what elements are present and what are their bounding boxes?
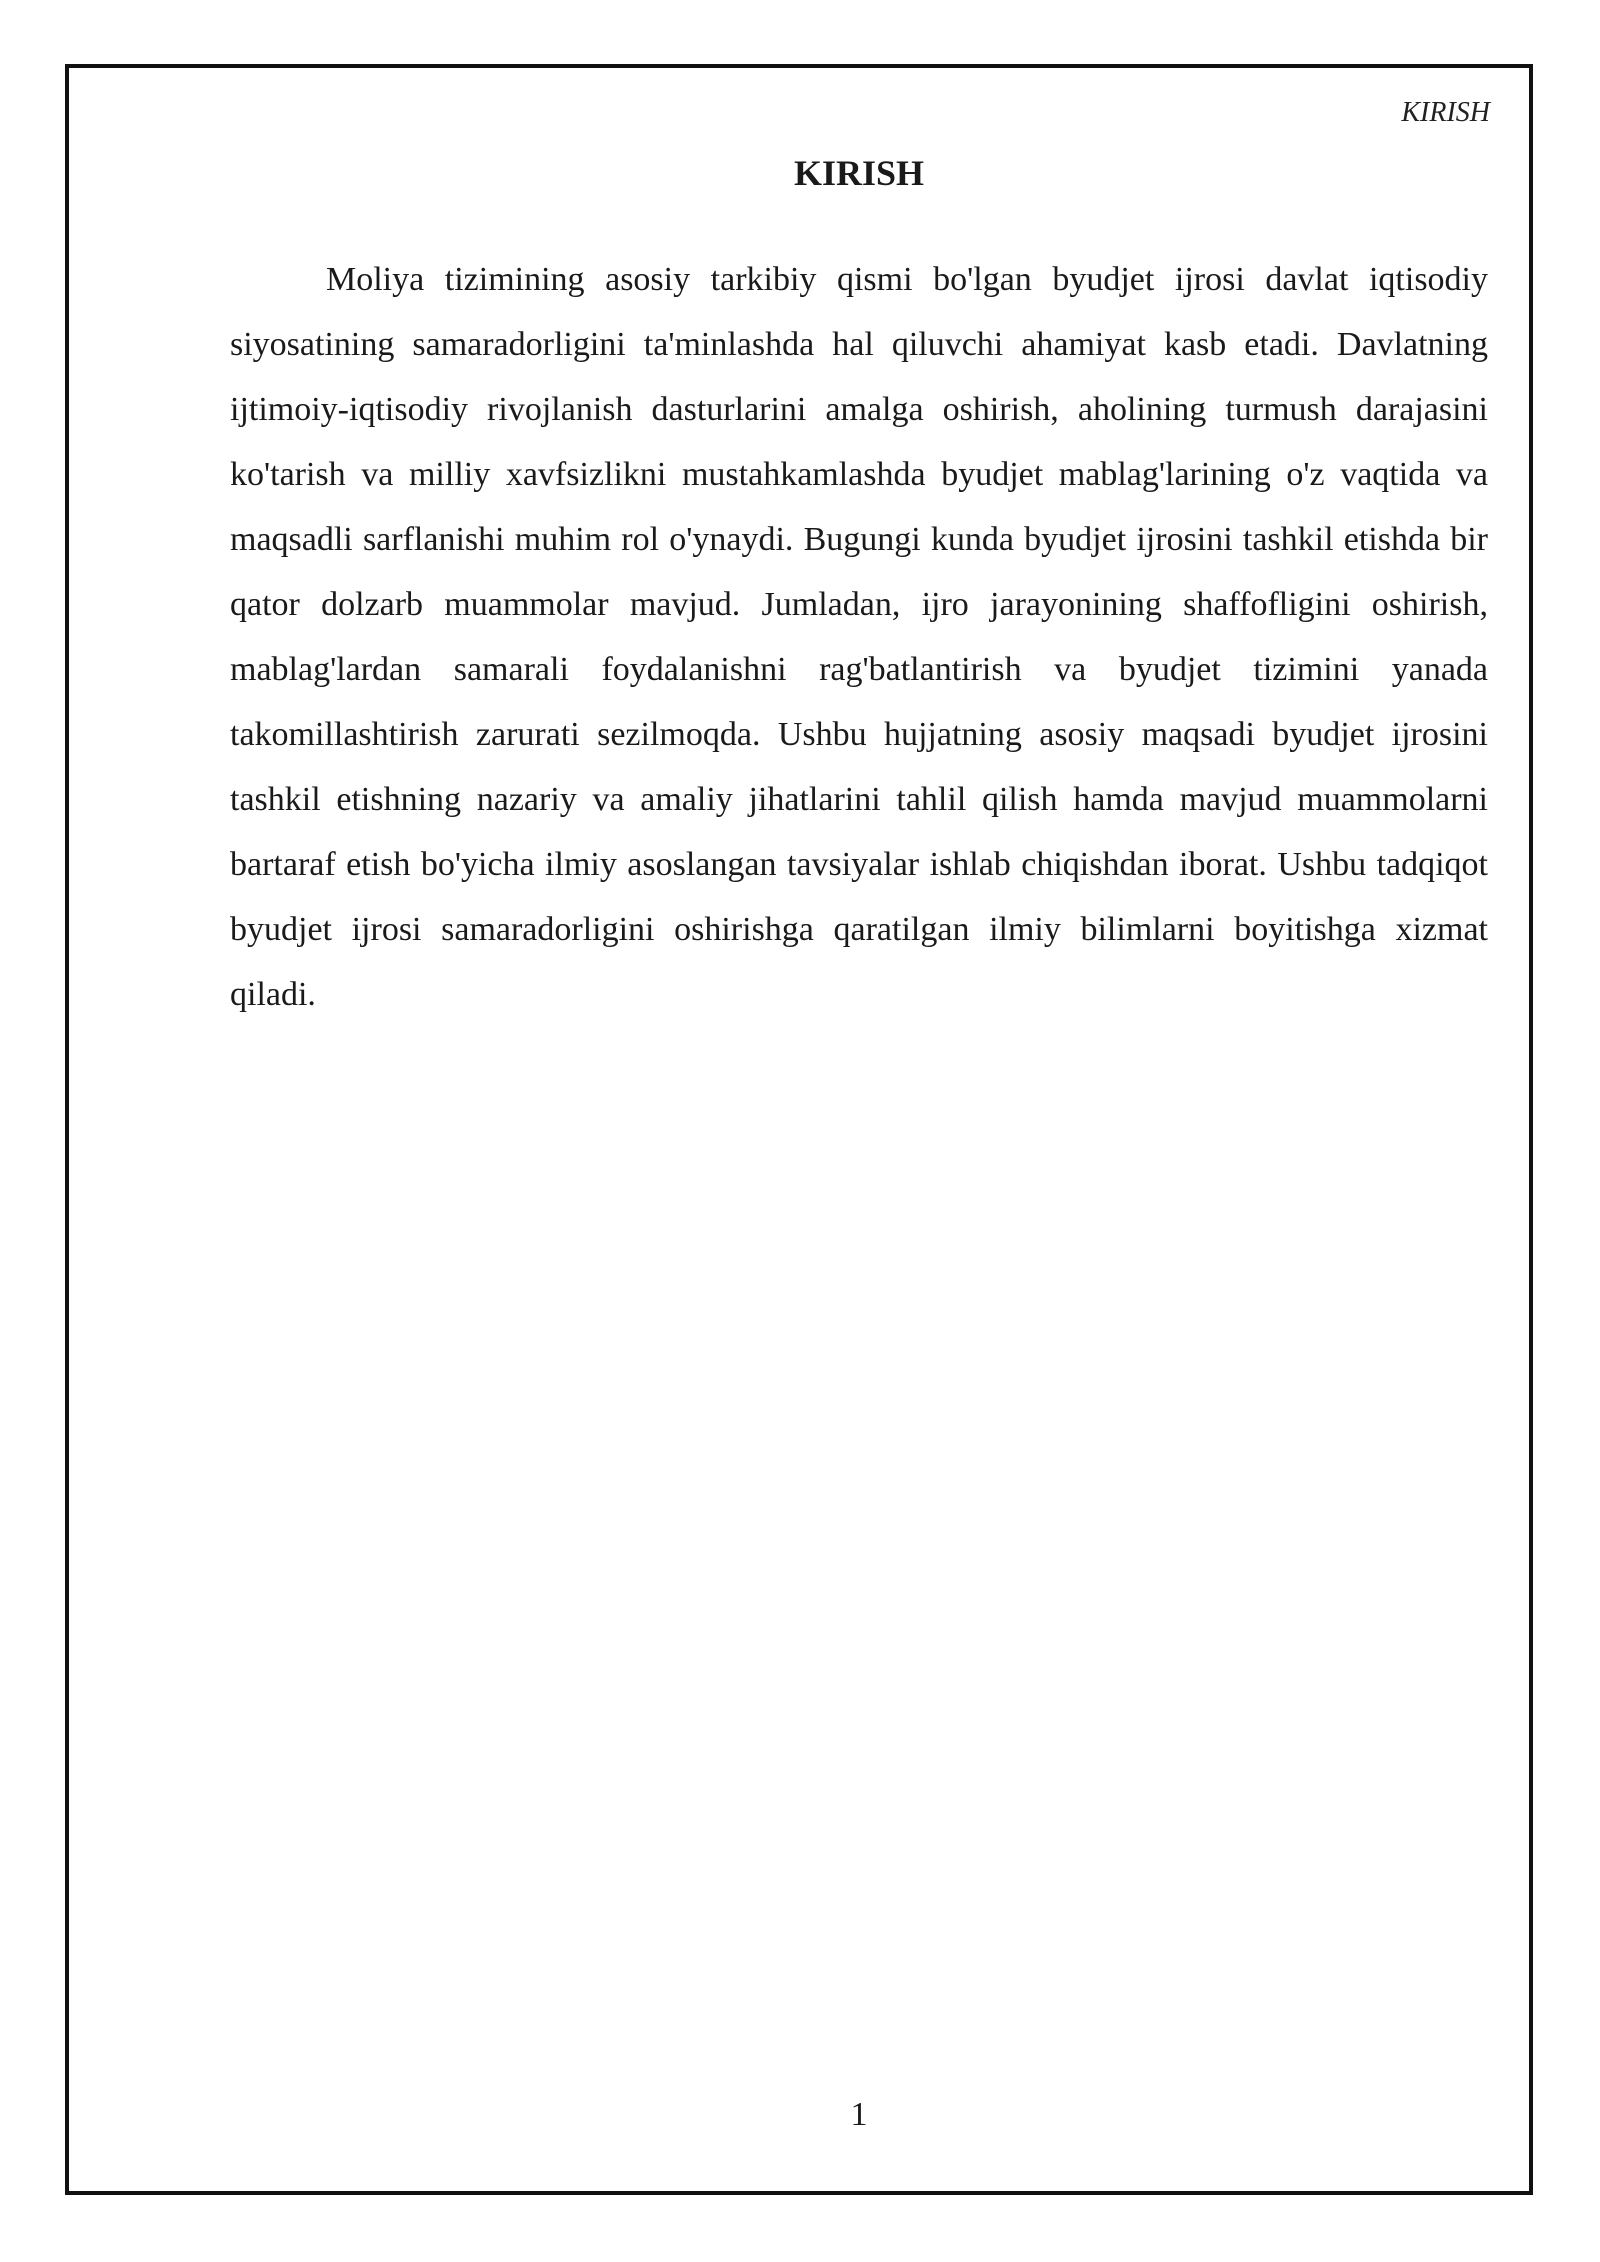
body-paragraph: Moliya tizimining asosiy tarkibiy qismi bo'lgan byudjet ijrosi davlat iqtisodiy siyosatining samaradorligini ta'minlashda hal qiluvchi ahamiyat kasb etadi. Davlatning ijtimoiy-iqtisodiy rivojlanish dasturlarini amalga oshirish, aholining turmush darajasini ko'tarish va milliy xavfsizlikni mustahkamlashda byudjet mablag'larining o'z vaqtida va maqsadli sarflanishi muhim rol o'ynaydi. Bugungi kunda byudjet ijrosini tashkil etishda bir qator dolzarb muammolar mavjud. Jumladan, ijro jarayonining shaffofligini oshirish, mablag'lardan samarali foydalanishni rag'batlantirish va byudjet tizimini yanada takomillashtirish zarurati sezilmoqda. Ushbu hujjatning asosiy maqsadi byudjet ijrosini tashkil etishning nazariy va amaliy jihatlarini tahlil qilish hamda mavjud muammolarni bartaraf etish bo'yicha ilmiy asoslangan tavsiyalar ishlab chiqishdan iborat. Ushbu tadqiqot byudjet ijrosi samaradorligini oshirishga qaratilgan ilmiy bilimlarni boyitishga xizmat qiladi.	[230, 261, 1488, 1013]
page-number: 1	[850, 2096, 868, 2133]
page-title: KIRISH	[793, 153, 925, 193]
running-header: KIRISH	[1401, 97, 1490, 128]
